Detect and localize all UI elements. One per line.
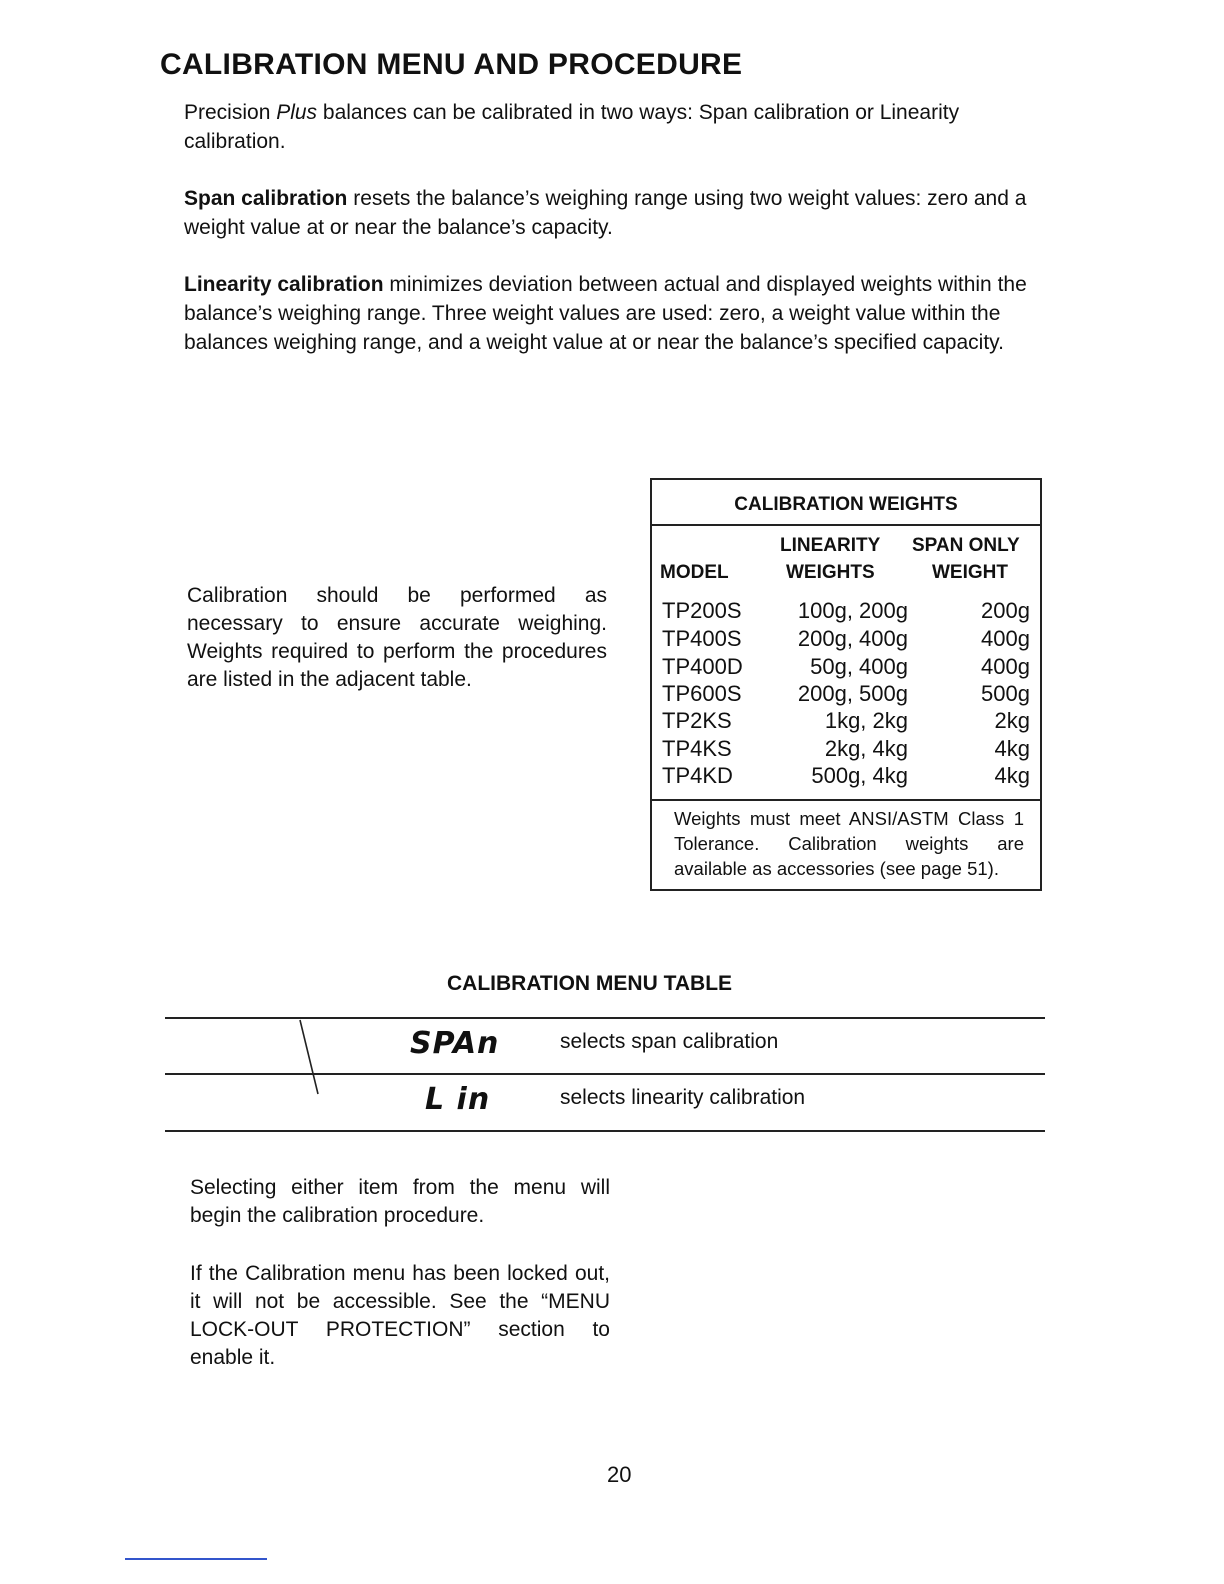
- menu-item-span-code: SPAn: [410, 1026, 500, 1061]
- span-text: resets the balance’s weighing range using two weight values: zero and a weight value at or near the balance’s capacity.: [184, 187, 1027, 239]
- cell-model: TP4KD: [662, 763, 733, 788]
- weights-table-divider: [652, 524, 1040, 526]
- footer-rule: [125, 1558, 267, 1560]
- cell-span: 400g: [981, 626, 1030, 651]
- menu-table-bottom-rule: [165, 1130, 1045, 1132]
- cell-model: TP400D: [662, 654, 743, 679]
- linearity-paragraph: [184, 270, 1044, 357]
- menu-item-linearity-description: selects linearity calibration: [560, 1086, 806, 1109]
- menu-pointer-line: [290, 1018, 330, 1098]
- weights-table-note-divider: [652, 799, 1040, 801]
- intro-pre: Precision: [184, 101, 277, 124]
- menu-item-linearity-code: L in: [425, 1082, 491, 1117]
- header-linearity-1: LINEARITY: [780, 535, 881, 556]
- table-row: [652, 598, 1044, 626]
- header-span-2: WEIGHT: [932, 562, 1008, 583]
- page-number: 20: [607, 1462, 632, 1487]
- cell-model: TP200S: [662, 598, 742, 623]
- header-span-1: SPAN ONLY: [912, 535, 1020, 556]
- linearity-text: minimizes deviation between actual and displayed weights within the balance’s weighing range. Three weight values are used: zero, a weight value within the balances weighing range, and a weight value at or near the balance’s specified capacity.: [184, 273, 1027, 354]
- cell-span: 500g: [981, 681, 1030, 706]
- intro-italic: Plus: [276, 101, 318, 124]
- cell-linearity: 1kg, 2kg: [824, 708, 908, 733]
- span-paragraph: [184, 184, 1044, 242]
- cell-linearity: 2kg, 4kg: [824, 736, 908, 761]
- table-row: [652, 681, 1044, 709]
- calibration-note-paragraph: Calibration should be performed as necessary to ensure accurate weighing. Weights required to perform the procedures are listed in the adjacent table.: [187, 584, 607, 691]
- menu-item-span-description: selects span calibration: [560, 1030, 779, 1053]
- cell-linearity: 100g, 200g: [797, 598, 908, 623]
- cell-model: TP600S: [662, 681, 742, 706]
- header-model: MODEL: [660, 562, 729, 583]
- lockout-paragraph: If the Calibration menu has been locked out, it will not be accessible. See the “MENU LOCK-OUT PROTECTION” section to enable it.: [190, 1262, 610, 1369]
- linearity-term: Linearity calibration: [184, 273, 384, 296]
- page-title: CALIBRATION MENU AND PROCEDURE: [160, 48, 743, 81]
- weights-table-note: Weights must meet ANSI/ASTM Class 1 Tolerance. Calibration weights are available as accessories (see page 51).: [674, 808, 1024, 879]
- cell-span: 400g: [981, 654, 1030, 679]
- selection-paragraph: Selecting either item from the menu will begin the calibration procedure.: [190, 1176, 610, 1227]
- span-term: Span calibration: [184, 187, 348, 210]
- table-row: [652, 708, 1044, 736]
- cell-span: 2kg: [994, 708, 1030, 733]
- header-linearity-2: WEIGHTS: [786, 562, 875, 583]
- cell-linearity: 200g, 400g: [797, 626, 908, 651]
- table-row: [652, 763, 1044, 791]
- cell-model: TP400S: [662, 626, 742, 651]
- table-row: [652, 736, 1044, 764]
- menu-table-title: CALIBRATION MENU TABLE: [447, 972, 733, 995]
- cell-model: TP2KS: [662, 708, 732, 733]
- intro-post: balances can be calibrated in two ways: Span calibration or Linearity calibration.: [184, 101, 960, 153]
- cell-span: 4kg: [994, 736, 1030, 761]
- cell-linearity: 200g, 500g: [797, 681, 908, 706]
- cell-linearity: 500g, 4kg: [811, 763, 908, 788]
- cell-span: 200g: [981, 598, 1030, 623]
- cell-linearity: 50g, 400g: [810, 654, 908, 679]
- weights-table-title: CALIBRATION WEIGHTS: [734, 494, 958, 515]
- intro-paragraph: [184, 98, 1044, 156]
- cell-span: 4kg: [994, 763, 1030, 788]
- table-row: [652, 626, 1044, 654]
- table-row: [652, 654, 1044, 682]
- cell-model: TP4KS: [662, 736, 732, 761]
- calibration-weights-table: [650, 478, 1042, 891]
